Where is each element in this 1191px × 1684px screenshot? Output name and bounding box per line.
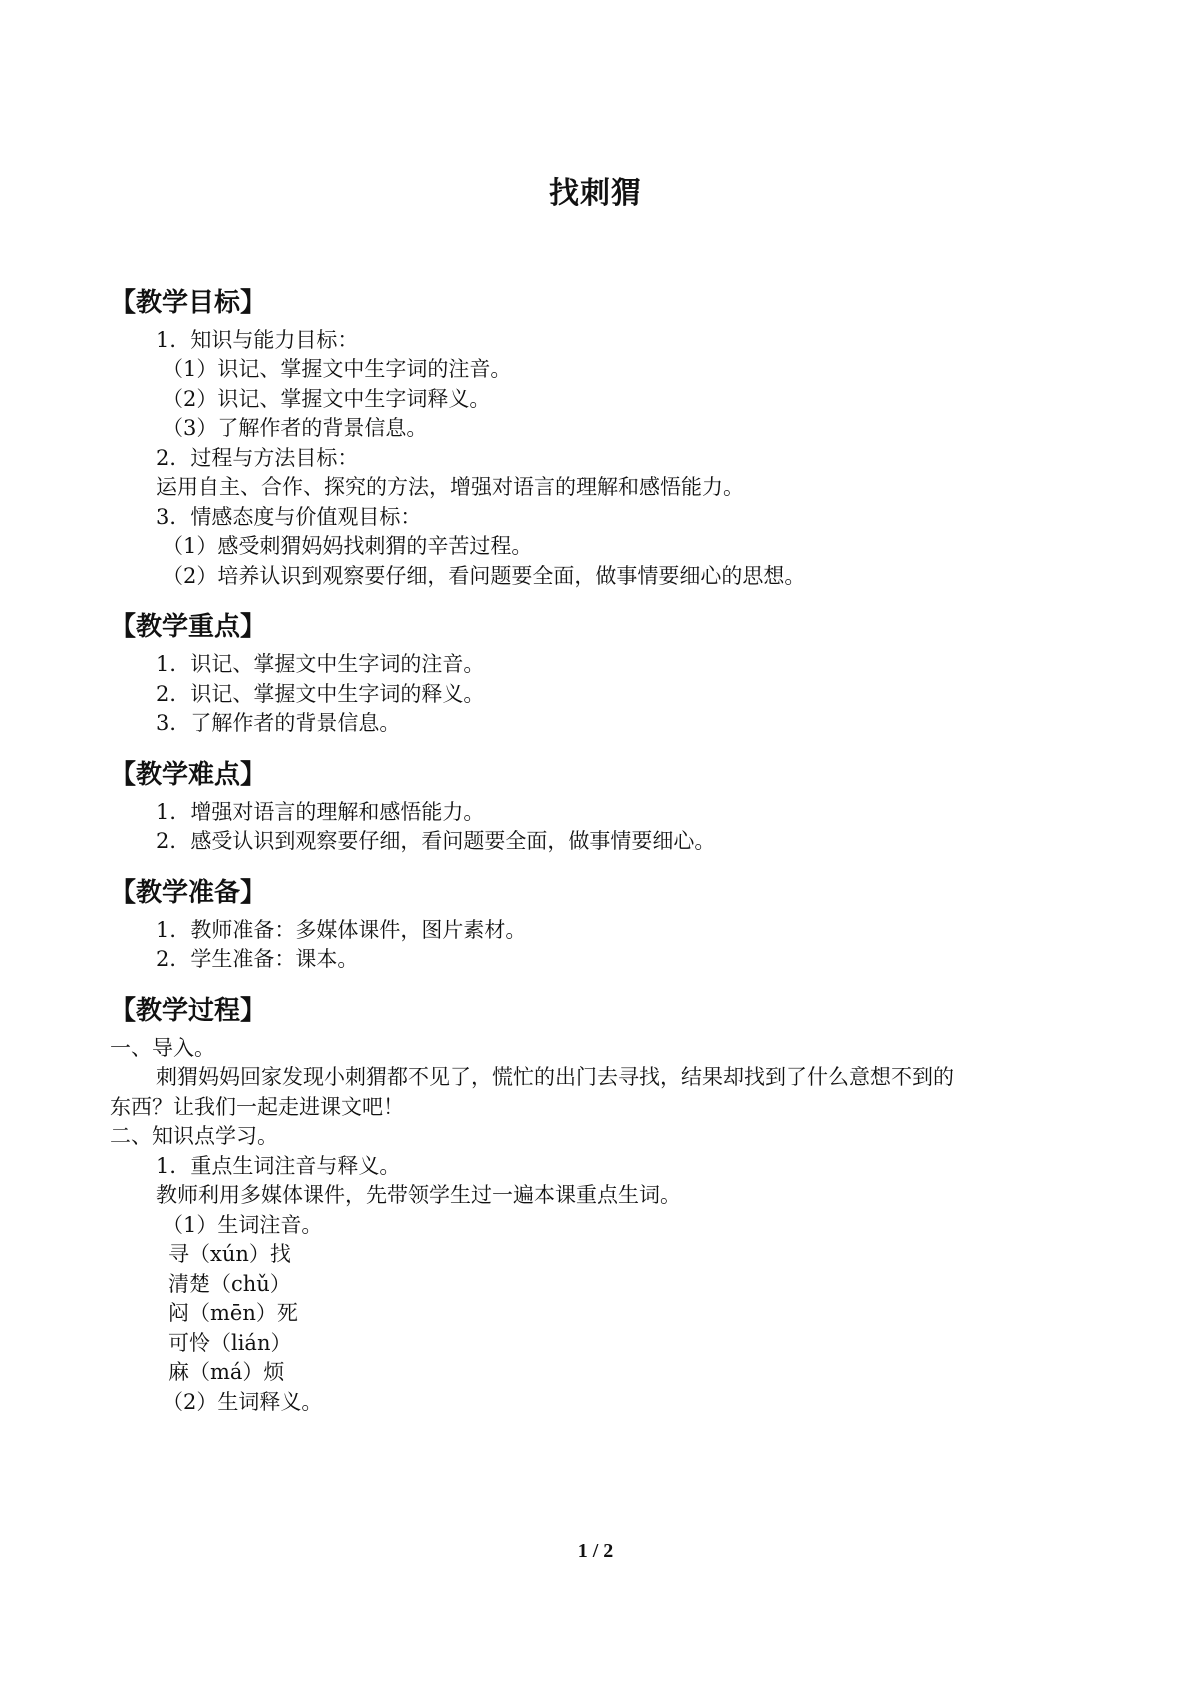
goals-line: 3．情感态度与价值观目标： — [156, 505, 422, 529]
key-points-line: 2．识记、掌握文中生字词的释义。 — [156, 682, 485, 706]
document-title: 找刺猬 — [549, 176, 642, 211]
goals-line: （1）感受刺猬妈妈找刺猬的辛苦过程。 — [162, 534, 533, 558]
goals-line: （2）识记、掌握文中生字词释义。 — [162, 387, 491, 411]
key-points-line: 3．了解作者的背景信息。 — [156, 711, 401, 735]
process-line: 教师利用多媒体课件，先带领学生过一遍本课重点生词。 — [156, 1183, 681, 1207]
key-points-line: 1．识记、掌握文中生字词的注音。 — [156, 652, 485, 676]
process-line: （1）生词注音。 — [162, 1213, 323, 1237]
section-heading-key-points: 【教学重点】 — [110, 612, 267, 642]
difficulties-line: 2．感受认识到观察要仔细，看问题要全面，做事情要细心。 — [156, 829, 716, 853]
process-line: 一、导入。 — [110, 1036, 215, 1060]
process-line: 麻（má）烦 — [168, 1360, 285, 1384]
goals-line: （3）了解作者的背景信息。 — [162, 416, 428, 440]
preparation-line: 1．教师准备：多媒体课件，图片素材。 — [156, 918, 527, 942]
goals-line: （1）识记、掌握文中生字词的注音。 — [162, 357, 512, 381]
goals-line: 运用自主、合作、探究的方法，增强对语言的理解和感悟能力。 — [156, 475, 744, 499]
process-line: 刺猬妈妈回家发现小刺猬都不见了，慌忙的出门去寻找，结果却找到了什么意想不到的 — [156, 1065, 954, 1089]
process-line: 二、知识点学习。 — [110, 1124, 278, 1148]
process-line: 寻（xún）找 — [168, 1242, 291, 1266]
goals-line: （2）培养认识到观察要仔细，看问题要全面，做事情要细心的思想。 — [162, 564, 806, 588]
page-number: 1 / 2 — [577, 1540, 614, 1562]
goals-line: 1．知识与能力目标： — [156, 328, 359, 352]
process-line: 可怜（lián） — [168, 1331, 292, 1355]
process-line: 东西？让我们一起走进课文吧！ — [110, 1095, 404, 1119]
process-line: 闷（mēn）死 — [168, 1301, 298, 1325]
difficulties-line: 1．增强对语言的理解和感悟能力。 — [156, 800, 485, 824]
process-line: 1．重点生词注音与释义。 — [156, 1154, 401, 1178]
process-line: 清楚（chǔ） — [168, 1272, 291, 1296]
process-line: （2）生词释义。 — [162, 1390, 323, 1414]
section-heading-process: 【教学过程】 — [110, 996, 267, 1026]
goals-line: 2．过程与方法目标： — [156, 446, 359, 470]
section-heading-goals: 【教学目标】 — [110, 288, 267, 318]
preparation-line: 2．学生准备：课本。 — [156, 947, 359, 971]
section-heading-preparation: 【教学准备】 — [110, 878, 267, 908]
section-heading-difficulties: 【教学难点】 — [110, 760, 267, 790]
